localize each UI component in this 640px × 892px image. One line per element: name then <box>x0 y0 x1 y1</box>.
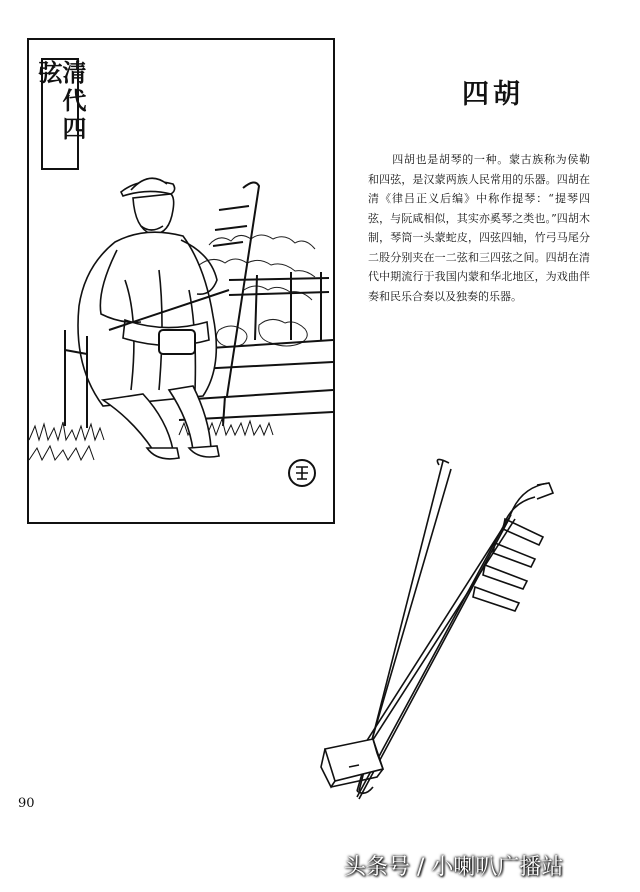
watermark-text: 头条号 / 小喇叭广播站 <box>344 855 564 880</box>
sihu-instrument-illustration <box>305 455 565 815</box>
vertical-title-box <box>34 58 86 170</box>
vertical-title: 清代四弦 <box>34 60 86 144</box>
page-number: 90 <box>18 796 35 811</box>
illustration-panel <box>27 38 335 524</box>
article-heading: 四胡 <box>462 79 524 110</box>
article-body: 四胡也是胡琴的一种。蒙古族称为侯勒和四弦，是汉蒙两族人民常用的乐器。四胡在清《律吕正义后编》中称作提琴：“提琴四弦，与阮咸相似，其实亦奚琴之类也。”四胡木制，琴筒一头蒙蛇皮，四弦四轴，竹弓马尾分二股分别夹在一二弦和三四弦之间。四胡在清代中期流行于我国内蒙和华北地区，为戏曲伴奏和民乐合奏以及独奏的乐器。 <box>368 153 590 303</box>
